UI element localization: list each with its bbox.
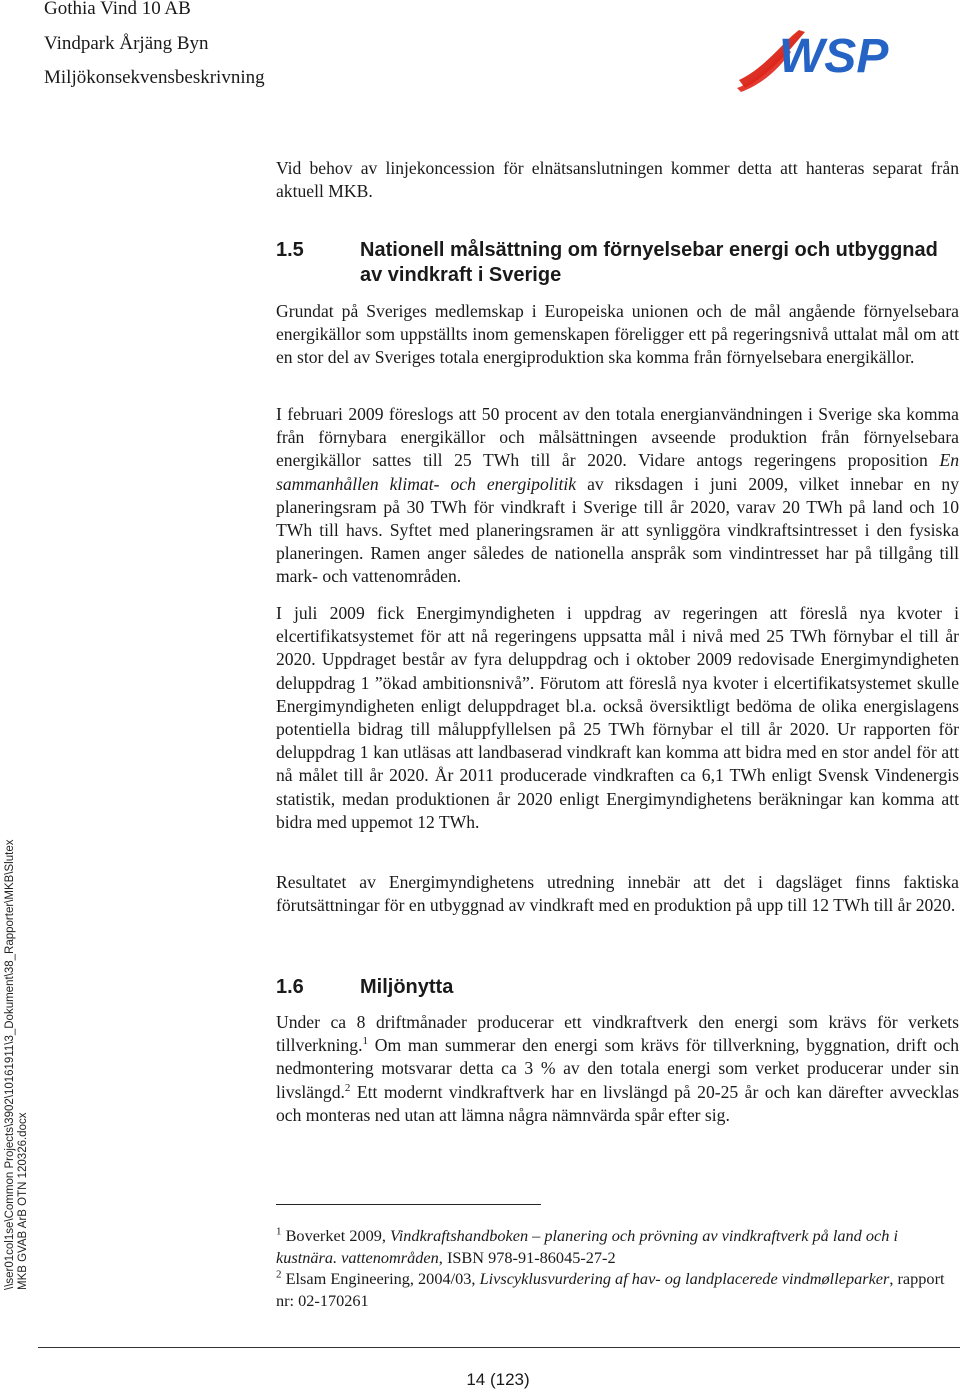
footnote-separator bbox=[276, 1204, 541, 1205]
footnote-ref-1[interactable]: 1 bbox=[362, 1035, 368, 1048]
proposition-title: En sammanhållen klimat- och energipolitik bbox=[276, 450, 959, 494]
paragraph-1-5-d: Resultatet av Energimyndighetens utredning innebär att det i dagsläget finns faktiska förutsättningar för en utbyggnad av vindkraft med en produktion på upp till 12 TWh till år 2020. bbox=[276, 872, 959, 916]
file-path-sidebar bbox=[4, 820, 30, 1290]
footnote-text: , ISBN 978-91-86045-27-2 bbox=[438, 1247, 616, 1267]
section-title: Miljönytta bbox=[360, 976, 454, 998]
section-title: Nationell målsättning om förnyelsebar energi och utbyggnad av vindkraft i Sverige bbox=[360, 239, 938, 286]
footnote-title: Vindkraftshandboken – planering och prövning av vindkraftverk på land och i kustnära. vattenområden bbox=[276, 1226, 898, 1267]
paragraph-1-5-b bbox=[276, 403, 959, 589]
wsp-logo bbox=[735, 28, 925, 92]
footnote-2 bbox=[276, 1268, 959, 1311]
footnote-1 bbox=[276, 1225, 959, 1268]
paragraph-text: Ett modernt vindkraftverk har en livslängd på 20-25 år och kan därefter avvecklas och monteras ned utan att lämna några nämnvärda spår efter sig. bbox=[276, 1081, 959, 1125]
header-document-type: Miljökonsekvensbeskrivning bbox=[44, 67, 265, 88]
paragraph-text: av riksdagen i juni 2009, vilket innebar en ny planeringsram på 30 TWh för vindkraft i Sverige till år 2020, varav 20 TWh på land och 10 TWh till havs. Syftet med planeringsramen är att synliggöra vindkraftsintresset i den fysiska planeringen. Ramen anger således de nationella anspråk som vindintresset har på tillgång till mark- och vattenområden. bbox=[276, 473, 959, 587]
footer-divider bbox=[38, 1347, 960, 1348]
file-name: MKB GVAB ArB OTN 120326.docx bbox=[17, 1112, 29, 1290]
header-project: Vindpark Årjäng Byn bbox=[44, 33, 209, 54]
footnote-ref-2[interactable]: 2 bbox=[344, 1081, 351, 1094]
paragraph-text: Under ca 8 driftmånader producerar ett vindkraftverk den energi som krävs för verkets tillverkning. bbox=[276, 1012, 959, 1056]
header-company: Gothia Vind 10 AB bbox=[44, 0, 191, 19]
section-heading-1-5 bbox=[276, 238, 959, 288]
wsp-logo-text: WSP bbox=[779, 30, 889, 83]
section-heading-1-6 bbox=[276, 975, 959, 1000]
footnote-text: Boverket 2009, bbox=[281, 1226, 391, 1245]
paragraph-1-5-a: Grundat på Sveriges medlemskap i Europeiska unionen och de mål angående förnyelsebara energikällor som uppställts inom gemenskapen föreligger ett på regeringsnivå uttalat mål om att en stor del av Sveriges totala energiproduktion ska komma från förnyelsebara energikällor. bbox=[276, 301, 959, 368]
footnote-title: Livscyklusvurdering af hav- og landplacerede vindmølleparker bbox=[479, 1269, 890, 1288]
footnote-text: , rapport nr: 02-170261 bbox=[276, 1269, 945, 1310]
paragraph-text: I februari 2009 föreslogs att 50 procent av den totala energianvändningen i Sverige ska komma från förnybara energikällor och målsättningen avseende produktion från förnyelsebara energikällor sattes till 25 TWh till år 2020. Vidare antogs regeringens proposition bbox=[276, 404, 959, 471]
paragraph-1-6 bbox=[276, 1011, 959, 1127]
paragraph-text: Om man summerar den energi som krävs för tillverkning, byggnation, drift och nedmontering motsvarar detta ca 3 % av den totala energi som verket producerar under sin livslängd. bbox=[276, 1035, 959, 1102]
file-path: \\ser01col1se\Common Projects\3902\10161911\3_Dokument\38_Rapporter\MKB\Slutex bbox=[4, 839, 16, 1290]
section-number: 1.6 bbox=[276, 976, 304, 998]
footnote-number: 2 bbox=[276, 1268, 282, 1281]
footnote-text: Elsam Engineering, 2004/03, bbox=[281, 1269, 480, 1288]
paragraph-1-5-c: I juli 2009 fick Energimyndigheten i uppdrag av regeringen att föreslå nya kvoter i elcertifikatsystemet för att nå regeringens uppsatta mål i nivå med 25 TWh förnybar el till år 2020. Uppdraget består av fyra deluppdrag och i oktober 2009 redovisade Energimyndigheten deluppdrag 1 ”ökad ambitionsnivå”. Förutom att föreslå nya kvoter i elcertifikatsystemet skulle Energimyndigheten enligt deluppdraget bl.a. också översiktligt bedöma de olika energislagens potentiella bidrag till måluppfyllelsen på 25 TWh förnybar el till år 2020. Ur rapporten för deluppdrag 1 kan utläsas att landbaserad vindkraft kan komma att bidra med en stor andel för att nå målet till år 2020. År 2011 producerade vindkraften ca 6,1 TWh enligt Svensk Vindenergis statistik, medan produktionen år 2020 enligt Energimyndighetens beräkningar kan komma att bidra med uppemot 12 TWh. bbox=[276, 603, 959, 832]
page-number: 14 (123) bbox=[466, 1370, 530, 1389]
section-number: 1.5 bbox=[276, 239, 304, 261]
footnote-number: 1 bbox=[276, 1225, 282, 1238]
intro-paragraph: Vid behov av linjekoncession för elnätsanslutningen kommer detta att hanteras separat från aktuell MKB. bbox=[276, 158, 959, 202]
